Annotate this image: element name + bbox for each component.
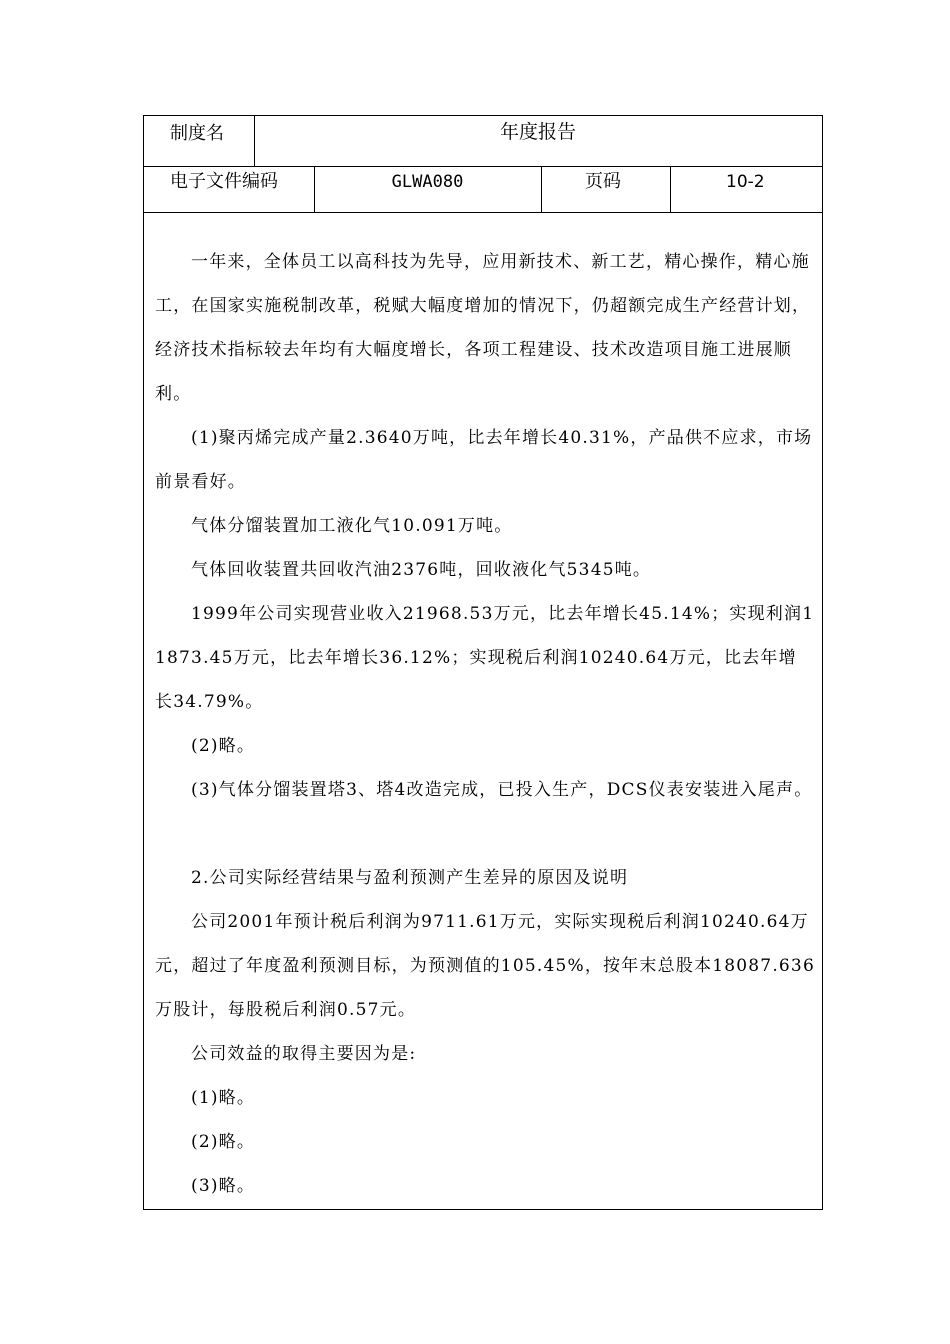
file-code-value: GLWA080	[391, 172, 464, 192]
paragraph-forecast: 公司2001年预计税后利润为9711.61万元，实际实现税后利润10240.64万元，超过了年度盈利预测目标，为预测值的105.45%，按年末总股本18087.636万股计，每股税后利润0.57元。	[155, 912, 815, 1020]
page-number-value: 10-2	[726, 172, 765, 192]
divider	[541, 167, 542, 212]
paragraph-gas-fractionation: 气体分馏装置加工液化气10.091万吨。	[191, 516, 513, 536]
document-table	[143, 115, 823, 1210]
report-body	[144, 213, 822, 1209]
header-row-meta	[144, 167, 822, 213]
paragraph-item-2: (2)略。	[191, 736, 256, 756]
header-row-title	[144, 116, 822, 167]
paragraph-intro: 一年来，全体员工以高科技为先导，应用新技术、新工艺，精心操作，精心施工，在国家实施税制改革，税赋大幅度增加的情况下，仍超额完成生产经营计划，经济技术指标较去年均有大幅度增长，各项工程建设、技术改造项目施工进展顺利。	[155, 252, 811, 404]
paragraph-gas-recovery: 气体回收装置共回收汽油2376吨，回收液化气5345吨。	[191, 560, 652, 580]
paragraph-reason-3: (3)略。	[191, 1176, 256, 1196]
file-code-label: 电子文件编码	[170, 171, 278, 192]
paragraph-financials: 1999年公司实现营业收入21968.53万元，比去年增长45.14%；实现利润11873.45万元，比去年增长36.12%；实现税后利润10240.64万元，比去年增长34.79%。	[155, 604, 815, 712]
page-number-label: 页码	[585, 171, 621, 192]
paragraph-item-1: (1)聚丙烯完成产量2.3640万吨，比去年增长40.31%，产品供不应求，市场前景看好。	[155, 428, 813, 492]
paragraph-item-3: (3)气体分馏装置塔3、塔4改造完成，已投入生产，DCS仪表安装进入尾声。	[191, 780, 813, 800]
system-name-label: 制度名	[170, 123, 224, 144]
report-title: 年度报告	[499, 121, 576, 143]
divider	[670, 167, 671, 212]
paragraph-reason-2: (2)略。	[191, 1132, 256, 1152]
paragraph-reasons: 公司效益的取得主要因为是:	[191, 1044, 417, 1064]
section-heading: 2.公司实际经营结果与盈利预测产生差异的原因及说明	[191, 868, 629, 888]
paragraph-reason-1: (1)略。	[191, 1088, 256, 1108]
